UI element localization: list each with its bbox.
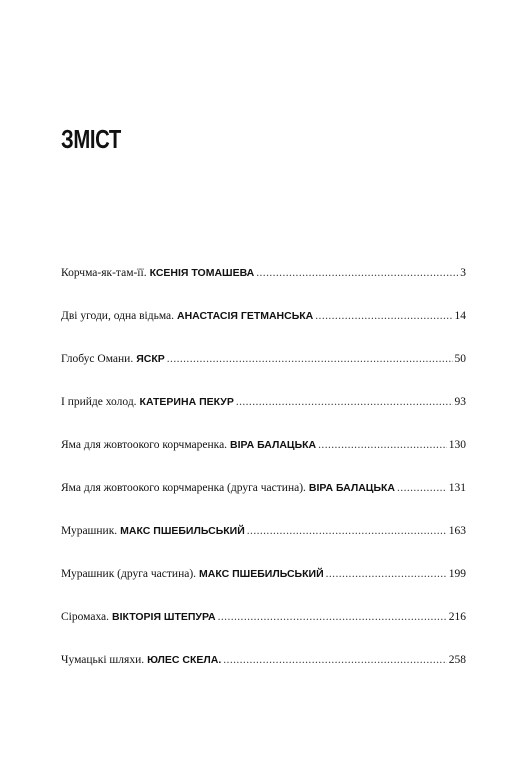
entry-author: АНАСТАСІЯ ГЕТМАНСЬКА [177, 310, 314, 322]
entry-author: КАТЕРИНА ПЕКУР [139, 396, 234, 408]
dot-leader [326, 567, 447, 581]
entry-page-number: 130 [448, 439, 466, 451]
dot-leader [236, 395, 453, 409]
entry-page-number: 258 [448, 654, 466, 666]
entry-author: МАКС ПШЕБИЛЬСЬКИЙ [120, 525, 245, 537]
entry-author: ЯСКР [136, 353, 165, 365]
entry-author: ВІРА БАЛАЦЬКА [230, 439, 317, 451]
dot-leader [167, 352, 453, 366]
dot-leader [315, 309, 452, 323]
toc-entry[interactable] [61, 266, 466, 309]
entry-title: Дві угоди, одна відьма. [61, 310, 175, 322]
entry-title: Глобус Омани. [61, 353, 134, 365]
entry-author: ВІРА БАЛАЦЬКА [308, 482, 396, 494]
entry-title: Мурашник (друга частина). [61, 568, 197, 580]
entry-page-number: 50 [454, 353, 466, 365]
entry-title: Корчма-як-там-її. [61, 267, 147, 279]
toc-entry[interactable] [61, 524, 466, 567]
entry-page-number: 131 [448, 482, 466, 494]
entry-page-number: 199 [448, 568, 466, 580]
dot-leader [397, 481, 447, 495]
entry-title: Яма для жовтоокого корчмаренка (друга частина). [61, 482, 306, 494]
entry-title: Чумацькі шляхи. [61, 654, 145, 666]
toc-entry[interactable] [61, 610, 466, 653]
toc-entry[interactable] [61, 438, 466, 481]
entry-page-number: 216 [448, 611, 466, 623]
entry-author: ВІКТОРІЯ ШТЕПУРА [112, 611, 216, 623]
entry-author: КСЕНІЯ ТОМАШЕВА [149, 267, 255, 279]
dot-leader [256, 266, 458, 280]
toc-heading: ЗМІСТ [61, 124, 121, 154]
entry-title: Сіромаха. [61, 611, 110, 623]
toc-entry[interactable] [61, 395, 466, 438]
toc-entry[interactable] [61, 481, 466, 524]
dot-leader [223, 653, 446, 667]
entry-title: Мурашник. [61, 525, 118, 537]
toc-entry[interactable] [61, 653, 466, 696]
entry-author: МАКС ПШЕБИЛЬСЬКИЙ [199, 568, 324, 580]
toc-list [61, 266, 466, 696]
dot-leader [247, 524, 447, 538]
toc-entry[interactable] [61, 309, 466, 352]
entry-title: Яма для жовтоокого корчмаренка. [61, 439, 228, 451]
entry-page-number: 93 [454, 396, 466, 408]
entry-page-number: 163 [448, 525, 466, 537]
toc-entry[interactable] [61, 567, 466, 610]
entry-page-number: 3 [460, 267, 466, 279]
dot-leader [318, 438, 447, 452]
entry-author: ЮЛЕС СКЕЛА. [147, 654, 222, 666]
entry-title: І прийде холод. [61, 396, 137, 408]
dot-leader [218, 610, 447, 624]
entry-page-number: 14 [454, 310, 466, 322]
toc-entry[interactable] [61, 352, 466, 395]
